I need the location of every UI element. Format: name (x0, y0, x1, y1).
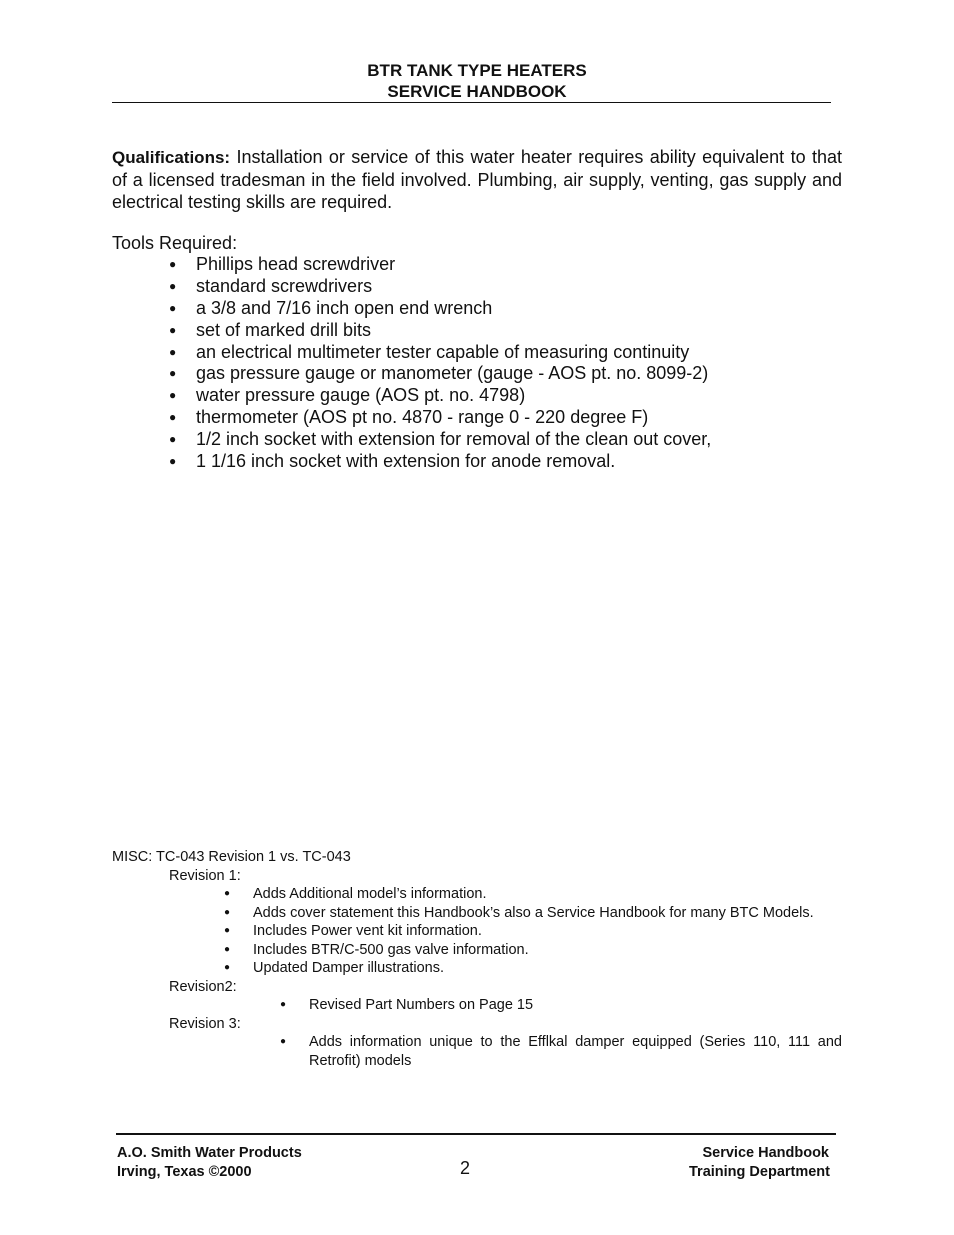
bullet-icon: ● (169, 278, 177, 293)
list-item: ● Includes BTR/C-500 gas valve information. (224, 941, 529, 958)
list-item: ● Revised Part Numbers on Page 15 (280, 997, 534, 1013)
list-item: ● an electrical multimeter tester capable of measuring continuity (169, 341, 690, 362)
footer-company: A.O. Smith Water Products (117, 1145, 302, 1161)
qualifications-text: Installation or service of this water heater requires ability equivalent to that of a licensed tradesman in the field involved. Plumbing, air supply, venting, gas supply and electrical testing skills are required. (112, 147, 842, 212)
footer-rule (116, 1133, 836, 1135)
list-item: ● Adds cover statement this Handbook’s also a Service Handbook for many BTC Models. (224, 904, 814, 921)
list-item: ● thermometer (AOS pt no. 4870 - range 0 - 220 degree F) (169, 407, 649, 428)
qualifications-label: Qualifications: (112, 148, 231, 167)
list-item: ● standard screwdrivers (169, 275, 373, 296)
revision2-label: Revision2: (169, 979, 237, 995)
tools-list (169, 254, 711, 473)
revision1-list (224, 885, 814, 978)
list-item: ● a 3/8 and 7/16 inch open end wrench (169, 297, 493, 318)
qualifications-paragraph (112, 146, 842, 213)
header-rule (112, 102, 831, 103)
list-item: ● gas pressure gauge or manometer (gauge - AOS pt. no. 8099-2) (169, 363, 709, 384)
bullet-icon: ● (280, 999, 287, 1010)
list-item: ● set of marked drill bits (169, 319, 372, 340)
list-item: ● 1/2 inch socket with extension for removal of the clean out cover, (169, 429, 712, 450)
header-subtitle: SERVICE HANDBOOK (387, 82, 567, 101)
header-title: BTR TANK TYPE HEATERS (367, 61, 587, 80)
list-item: ● Includes Power vent kit information. (224, 923, 482, 939)
footer-right-line2: Training Department (689, 1164, 830, 1180)
revision2-list (280, 996, 533, 1015)
bullet-icon: ● (169, 454, 177, 469)
list-item: ● Adds Additional model’s information. (224, 886, 487, 902)
bullet-icon: ● (169, 257, 177, 271)
list-item: ● Updated Damper illustrations. (224, 960, 445, 976)
footer-location: Irving, Texas ©2000 (117, 1164, 252, 1180)
bullet-icon: ● (169, 366, 177, 381)
misc-title: MISC: TC-043 Revision 1 vs. TC-043 (112, 849, 351, 865)
revision1-label: Revision 1: (169, 868, 241, 884)
bullet-icon: ● (169, 300, 177, 315)
list-item: ● Phillips head screwdriver (169, 254, 396, 274)
bullet-icon: ● (224, 906, 231, 918)
bullet-icon: ● (169, 388, 177, 403)
list-item: ● water pressure gauge (AOS pt. no. 4798) (169, 385, 526, 406)
page-number: 2 (459, 1158, 470, 1178)
bullet-icon: ● (280, 1036, 287, 1047)
bullet-icon: ● (169, 322, 177, 337)
bullet-icon: ● (169, 410, 177, 425)
revision3-label: Revision 3: (169, 1016, 241, 1032)
bullet-icon: ● (169, 432, 177, 447)
bullet-icon: ● (224, 925, 231, 936)
bullet-icon: ● (224, 888, 231, 899)
bullet-icon: ● (169, 344, 177, 359)
revision3-item: ● Adds information unique to the Efflkal damper equipped (Series 110, 111 and Retrofit) models (280, 1034, 842, 1069)
tools-heading: Tools Required: (112, 233, 238, 253)
bullet-icon: ● (224, 962, 231, 973)
bullet-icon: ● (224, 943, 231, 955)
list-item: ● 1 1/16 inch socket with extension for anode removal. (169, 451, 616, 472)
footer-right-line1: Service Handbook (702, 1145, 829, 1161)
